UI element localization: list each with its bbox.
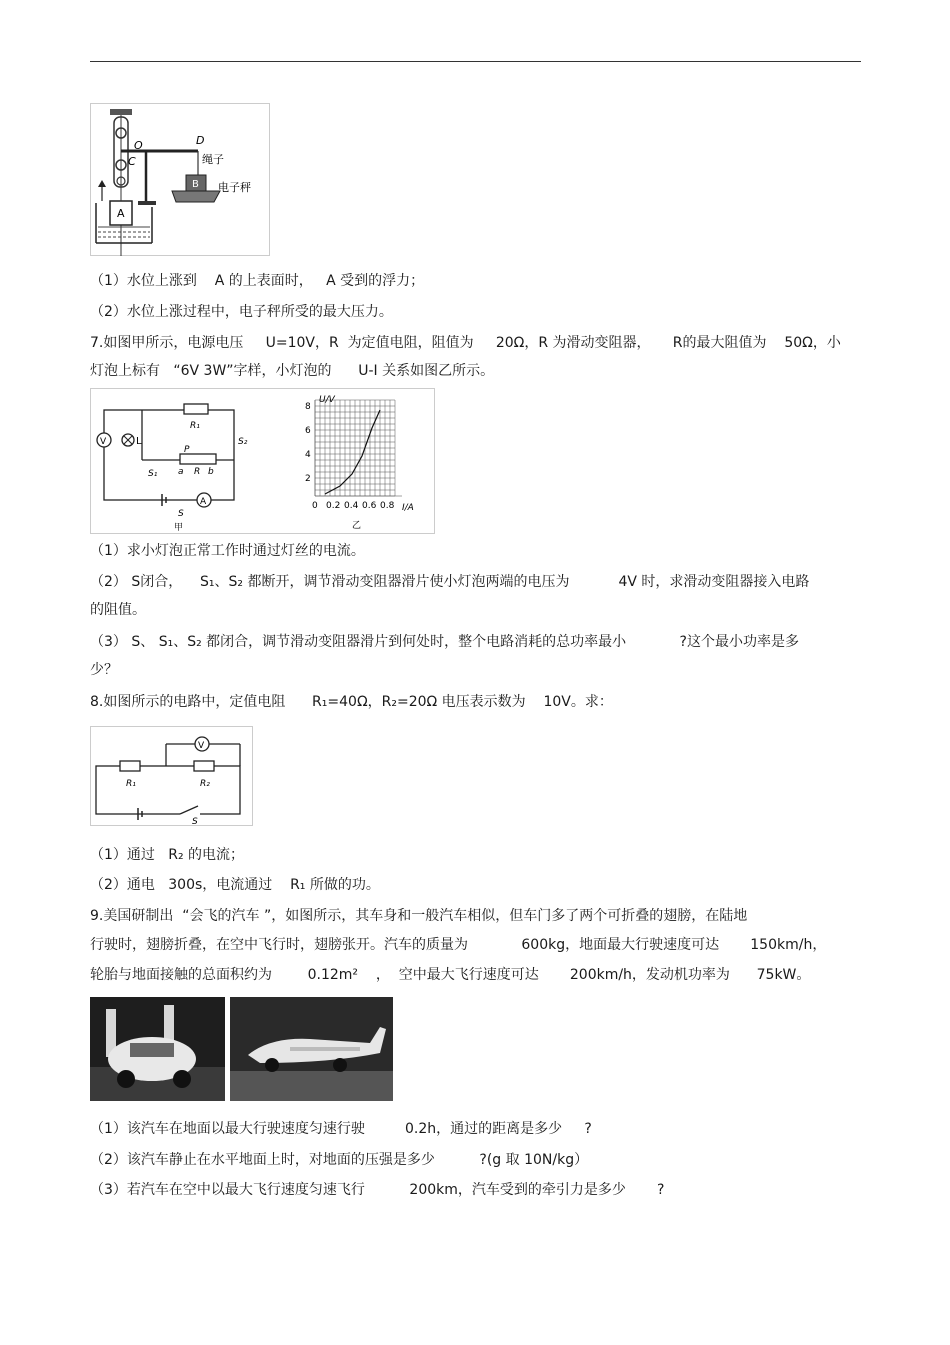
flying-car-photo-right bbox=[230, 997, 393, 1101]
lever-pulley-figure bbox=[90, 103, 270, 256]
q7-sub3b: 少？ bbox=[90, 662, 118, 678]
q7-line1: 7.如图甲所示，电源电压 U=10V，R 为定值电阻，阻值为 20Ω，R 为滑动变阻器， R的最大阻值为 50Ω，小 bbox=[90, 335, 841, 351]
q7-x-tick-0: 0 bbox=[312, 501, 318, 511]
q7-r1-label: R₁ bbox=[190, 421, 200, 431]
q7-s1-label: S₁ bbox=[148, 469, 158, 479]
q8-circuit-figure bbox=[90, 726, 253, 826]
header-rule bbox=[90, 61, 861, 62]
q7-y-axis-label: U/V bbox=[319, 395, 335, 405]
label-o: O bbox=[134, 139, 143, 152]
label-a: A bbox=[117, 207, 125, 220]
label-c: C bbox=[128, 155, 136, 168]
q7-x-axis-label: I/A bbox=[402, 503, 414, 513]
q7-ammeter-label: A bbox=[200, 497, 207, 507]
label-scale: 电子秤 bbox=[218, 181, 251, 194]
q7-a-end-label: a bbox=[178, 467, 184, 477]
q7-circuit-figure bbox=[90, 388, 435, 534]
label-b: B bbox=[192, 179, 199, 190]
q6-sub2: （2）水位上涨过程中，电子秤所受的最大压力。 bbox=[90, 304, 393, 320]
q7-circuit-caption: 甲 bbox=[174, 523, 184, 533]
q8-switch-label: S bbox=[192, 817, 198, 826]
q7-y-tick-4: 4 bbox=[305, 450, 311, 460]
q8-r1-label: R₁ bbox=[126, 779, 136, 789]
q7-y-tick-2: 2 bbox=[305, 474, 311, 484]
q6-sub1: （1）水位上涨到 A 的上表面时， A 受到的浮力； bbox=[90, 273, 425, 289]
q7-line2: 灯泡上标有 “6V 3W”字样，小灯泡的 U-I 关系如图乙所示。 bbox=[90, 363, 495, 379]
q7-sub3a: （3） S、 S₁、S₂ 都闭合，调节滑动变阻器滑片到何处时，整个电路消耗的总功率最小 ?这个最小功率是多 bbox=[90, 634, 799, 650]
q7-x-tick-0.2: 0.2 bbox=[326, 501, 341, 511]
q7-lamp-label: L bbox=[136, 436, 142, 447]
q9-sub2: （2）该汽车静止在水平地面上时，对地面的压强是多少 ?(g 取 10N/kg） bbox=[90, 1152, 589, 1168]
q7-x-tick-0.6: 0.6 bbox=[362, 501, 377, 511]
q7-x-tick-0.8: 0.8 bbox=[380, 501, 395, 511]
q7-voltmeter-label: V bbox=[100, 437, 107, 447]
q9-line3: 轮胎与地面接触的总面积约为 0.12m² ， 空中最大飞行速度可达 200km/h，发动机功率为 75kW。 bbox=[90, 967, 811, 983]
q8-sub2: （2）通电 300s，电流通过 R₁ 所做的功。 bbox=[90, 877, 380, 893]
q7-sub1: （1）求小灯泡正常工作时通过灯丝的电流。 bbox=[90, 543, 365, 559]
q7-r-label: R bbox=[194, 467, 201, 477]
q7-y-tick-8: 8 bbox=[305, 402, 311, 412]
q8-r2-label: R₂ bbox=[200, 779, 210, 789]
q7-p-label: P bbox=[184, 445, 190, 455]
q9-sub3: （3）若汽车在空中以最大飞行速度匀速飞行 200km，汽车受到的牵引力是多少 ? bbox=[90, 1182, 665, 1198]
q7-x-tick-0.4: 0.4 bbox=[344, 501, 359, 511]
flying-car-photo-left bbox=[90, 997, 225, 1101]
label-rope: 绳子 bbox=[202, 153, 224, 166]
q8-voltmeter-label: V bbox=[198, 741, 205, 751]
q7-sub2a: （2） S闭合， S₁、S₂ 都断开，调节滑动变阻器滑片使小灯泡两端的电压为 4V 时，求滑动变阻器接入电路 bbox=[90, 574, 810, 590]
q7-sub2b: 的阻值。 bbox=[90, 602, 146, 618]
q7-b-end-label: b bbox=[208, 467, 214, 477]
q8-line1: 8.如图所示的电路中，定值电阻 R₁=40Ω，R₂=20Ω 电压表示数为 10V。求： bbox=[90, 694, 613, 710]
q7-y-tick-6: 6 bbox=[305, 426, 311, 436]
q7-s-label: S bbox=[178, 509, 184, 519]
q7-s2-label: S₂ bbox=[238, 437, 248, 447]
q9-sub1: （1）该汽车在地面以最大行驶速度匀速行驶 0.2h，通过的距离是多少 ? bbox=[90, 1121, 592, 1137]
q9-line1: 9.美国研制出 “会飞的汽车 ”，如图所示，其车身和一般汽车相似，但车门多了两个可折叠的翅膀，在陆地 bbox=[90, 908, 748, 924]
q8-sub1: （1）通过 R₂ 的电流； bbox=[90, 847, 245, 863]
label-d: D bbox=[196, 134, 205, 147]
q7-graph-caption: 乙 bbox=[352, 521, 362, 531]
q9-line2: 行驶时，翅膀折叠，在空中飞行时，翅膀张开。汽车的质量为 600kg，地面最大行驶速度可达 150km/h， bbox=[90, 937, 827, 953]
